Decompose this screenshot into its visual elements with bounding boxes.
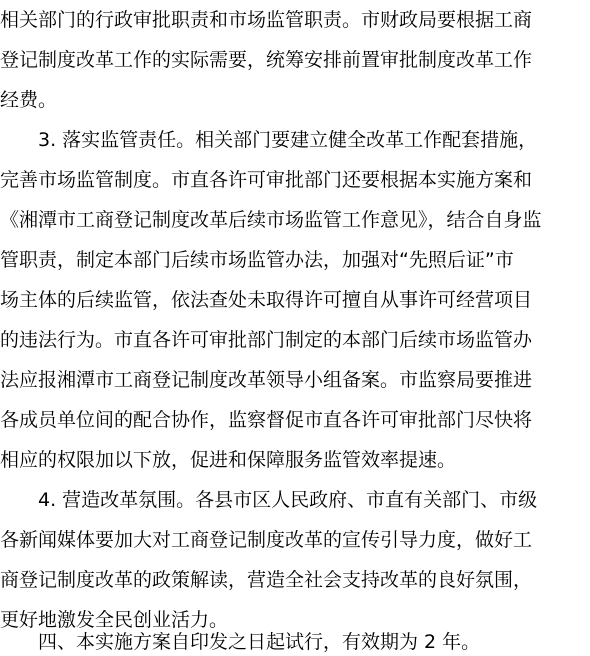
text-line: 四、本实施方案自印发之日起试行，有效期为 2 年。 <box>38 631 481 653</box>
text-line: 场主体的后续监管，依法查处未取得许可擅自从事许可经营项目 <box>0 289 533 311</box>
text-line: 3. 落实监管责任。相关部门要建立健全改革工作配套措施， <box>38 129 538 151</box>
text-line: 各新闻媒体要加大对工商登记制度改革的宣传引导力度，做好工 <box>0 529 533 551</box>
text-line: 法应报湘潭市工商登记制度改革领导小组备案。市监察局要推进 <box>0 369 533 391</box>
text-line: 更好地激发全民创业活力。 <box>0 609 229 631</box>
text-line: 相应的权限加以下放，促进和保障服务监管效率提速。 <box>0 449 457 471</box>
text-line: 管职责，制定本部门后续市场监管办法，加强对“先照后证”市 <box>0 249 514 271</box>
text-line: 完善市场监管制度。市直各许可审批部门还要根据本实施方案和 <box>0 169 533 191</box>
text-line: 经费。 <box>0 89 58 111</box>
text-line: 登记制度改革工作的实际需要，统筹安排前置审批制度改革工作 <box>0 49 533 71</box>
text-line: 商登记制度改革的政策解读，营造全社会支持改革的良好氛围， <box>0 569 533 591</box>
text-line: 各成员单位间的配合协作，监察督促市直各许可审批部门尽快将 <box>0 409 533 431</box>
text-line: 的违法行为。市直各许可审批部门制定的本部门后续市场监管办 <box>0 329 533 351</box>
text-line: 《湘潭市工商登记制度改革后续市场监管工作意见》，结合自身监 <box>0 209 542 231</box>
text-line: 相关部门的行政审批职责和市场监管职责。市财政局要根据工商 <box>0 9 533 31</box>
text-line: 4. 营造改革氛围。各县市区人民政府、市直有关部门、市级 <box>38 489 538 511</box>
